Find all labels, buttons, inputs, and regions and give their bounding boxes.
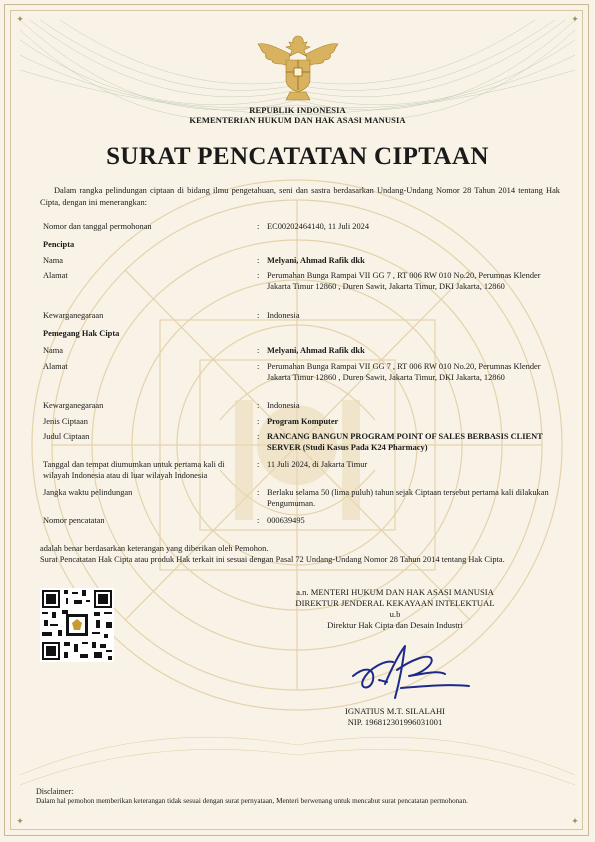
value-work-title: RANCANG BANGUN PROGRAM POINT OF SALES BERBASIS CLIENT SERVER (Studi Kasus Pada K24 Pharmacy) [267,432,543,452]
label-protection-period: Jangka waktu pelindungan [43,488,133,497]
page-title: SURAT PENCATATAN CIPTAAN [106,143,489,170]
handwritten-signature [345,640,475,702]
header-ministry: KEMENTERIAN HUKUM DAN HAK ASASI MANUSIA [189,115,406,125]
value-holder-address: Perumahan Bunga Rampai VII GG 7 , RT 006 RW 010 No.20, Perumnas Klender Jakarta Timur 12860 , Duren Sawit, Jakarta Timur, DKI Jakarta, 12860 [267,362,541,382]
value-creator-address: Perumahan Bunga Rampai VII GG 7 , RT 006 RW 010 No.20, Perumnas Klender Jakarta Timur 12860 , Duren Sawit, Jakarta Timur, DKI Jakarta, 12860 [267,271,541,291]
value-application: EC00202464140, 11 Juli 2024 [267,222,370,231]
label-creator-address: Alamat [43,271,68,280]
value-first-publication: 11 Juli 2024, di Jakarta Timur [267,460,368,469]
signatory-line-3: u.b [389,609,401,619]
closing-line-1: adalah benar berdasarkan keterangan yang diberikan oleh Pemohon. [40,544,269,553]
qr-code-icon [40,588,114,662]
signatory-nip: NIP. 196812301996031001 [347,717,443,727]
colon: : [257,516,260,525]
label-first-publication: Tanggal dan tempat diumumkan untuk pertama kali di wilayah Indonesia atau di luar wilayah Indonesia [43,460,225,480]
label-holder-nationality: Kewarganegaraan [43,401,104,410]
corner-ornament-icon: ✦ [16,15,24,25]
colon: : [257,311,260,320]
value-creator-nationality: Indonesia [267,311,300,320]
colon: : [257,256,260,265]
colon: : [257,222,260,231]
colon: : [257,346,260,355]
closing-line-2: Surat Pencatatan Hak Cipta atau produk Hak terkait ini sesuai dengan Pasal 72 Undang-Undang Nomor 28 Tahun 2014 tentang Hak Cipta. [40,555,505,564]
label-holder-name: Nama [43,346,63,355]
colon: : [257,271,260,280]
label-work-type: Jenis Ciptaan [43,417,88,426]
colon: : [257,417,260,426]
corner-ornament-icon: ✦ [571,15,579,25]
colon: : [257,362,260,371]
signatory-line-2: DIREKTUR JENDERAL KEKAYAAN INTELEKTUAL [295,598,495,608]
colon: : [257,460,260,469]
corner-ornament-icon: ✦ [571,817,579,827]
value-protection-period: Berlaku selama 50 (lima puluh) tahun sejak Ciptaan tersebut pertama kali dilakukan Pengumuman. [267,488,549,508]
value-holder-name: Melyani, Ahmad Rafik dkk [267,346,365,355]
intro-paragraph: Dalam rangka pelindungan ciptaan di bidang ilmu pengetahuan, seni dan sastra berdasarkan Undang-Undang Nomor 28 Tahun 2014 tentang Hak Cipta, dengan ini menerangkan: [40,186,560,207]
section-creator: Pencipta [43,240,75,249]
section-holder: Pemegang Hak Cipta [43,329,120,338]
corner-ornament-icon: ✦ [16,817,24,827]
header-country: REPUBLIK INDONESIA [249,105,346,115]
value-holder-nationality: Indonesia [267,401,300,410]
value-creator-name: Melyani, Ahmad Rafik dkk [267,256,365,265]
label-record-number: Nomor pencatatan [43,516,105,525]
garuda-emblem-icon [256,30,340,102]
colon: : [257,488,260,497]
signatory-name: IGNATIUS M.T. SILALAHI [344,706,446,716]
label-work-title: Judul Ciptaan [43,432,90,441]
disclaimer-text: Dalam hal pemohon memberikan keterangan tidak sesuai dengan surat pernyataan, Menteri berwenang untuk mencabut surat pencatatan permohonan. [36,797,468,805]
label-creator-nationality: Kewarganegaraan [43,311,104,320]
disclaimer-heading: Disclaimer: [36,787,74,796]
value-record-number: 000639495 [267,516,305,525]
label-holder-address: Alamat [43,362,68,371]
label-application: Nomor dan tanggal permohonan [43,222,152,231]
colon: : [257,432,260,441]
colon: : [257,401,260,410]
label-creator-name: Nama [43,256,63,265]
signatory-line-1: a.n. MENTERI HUKUM DAN HAK ASASI MANUSIA [296,587,494,597]
signatory-line-4: Direktur Hak Cipta dan Desain Industri [327,620,463,630]
value-work-type: Program Komputer [267,417,339,426]
